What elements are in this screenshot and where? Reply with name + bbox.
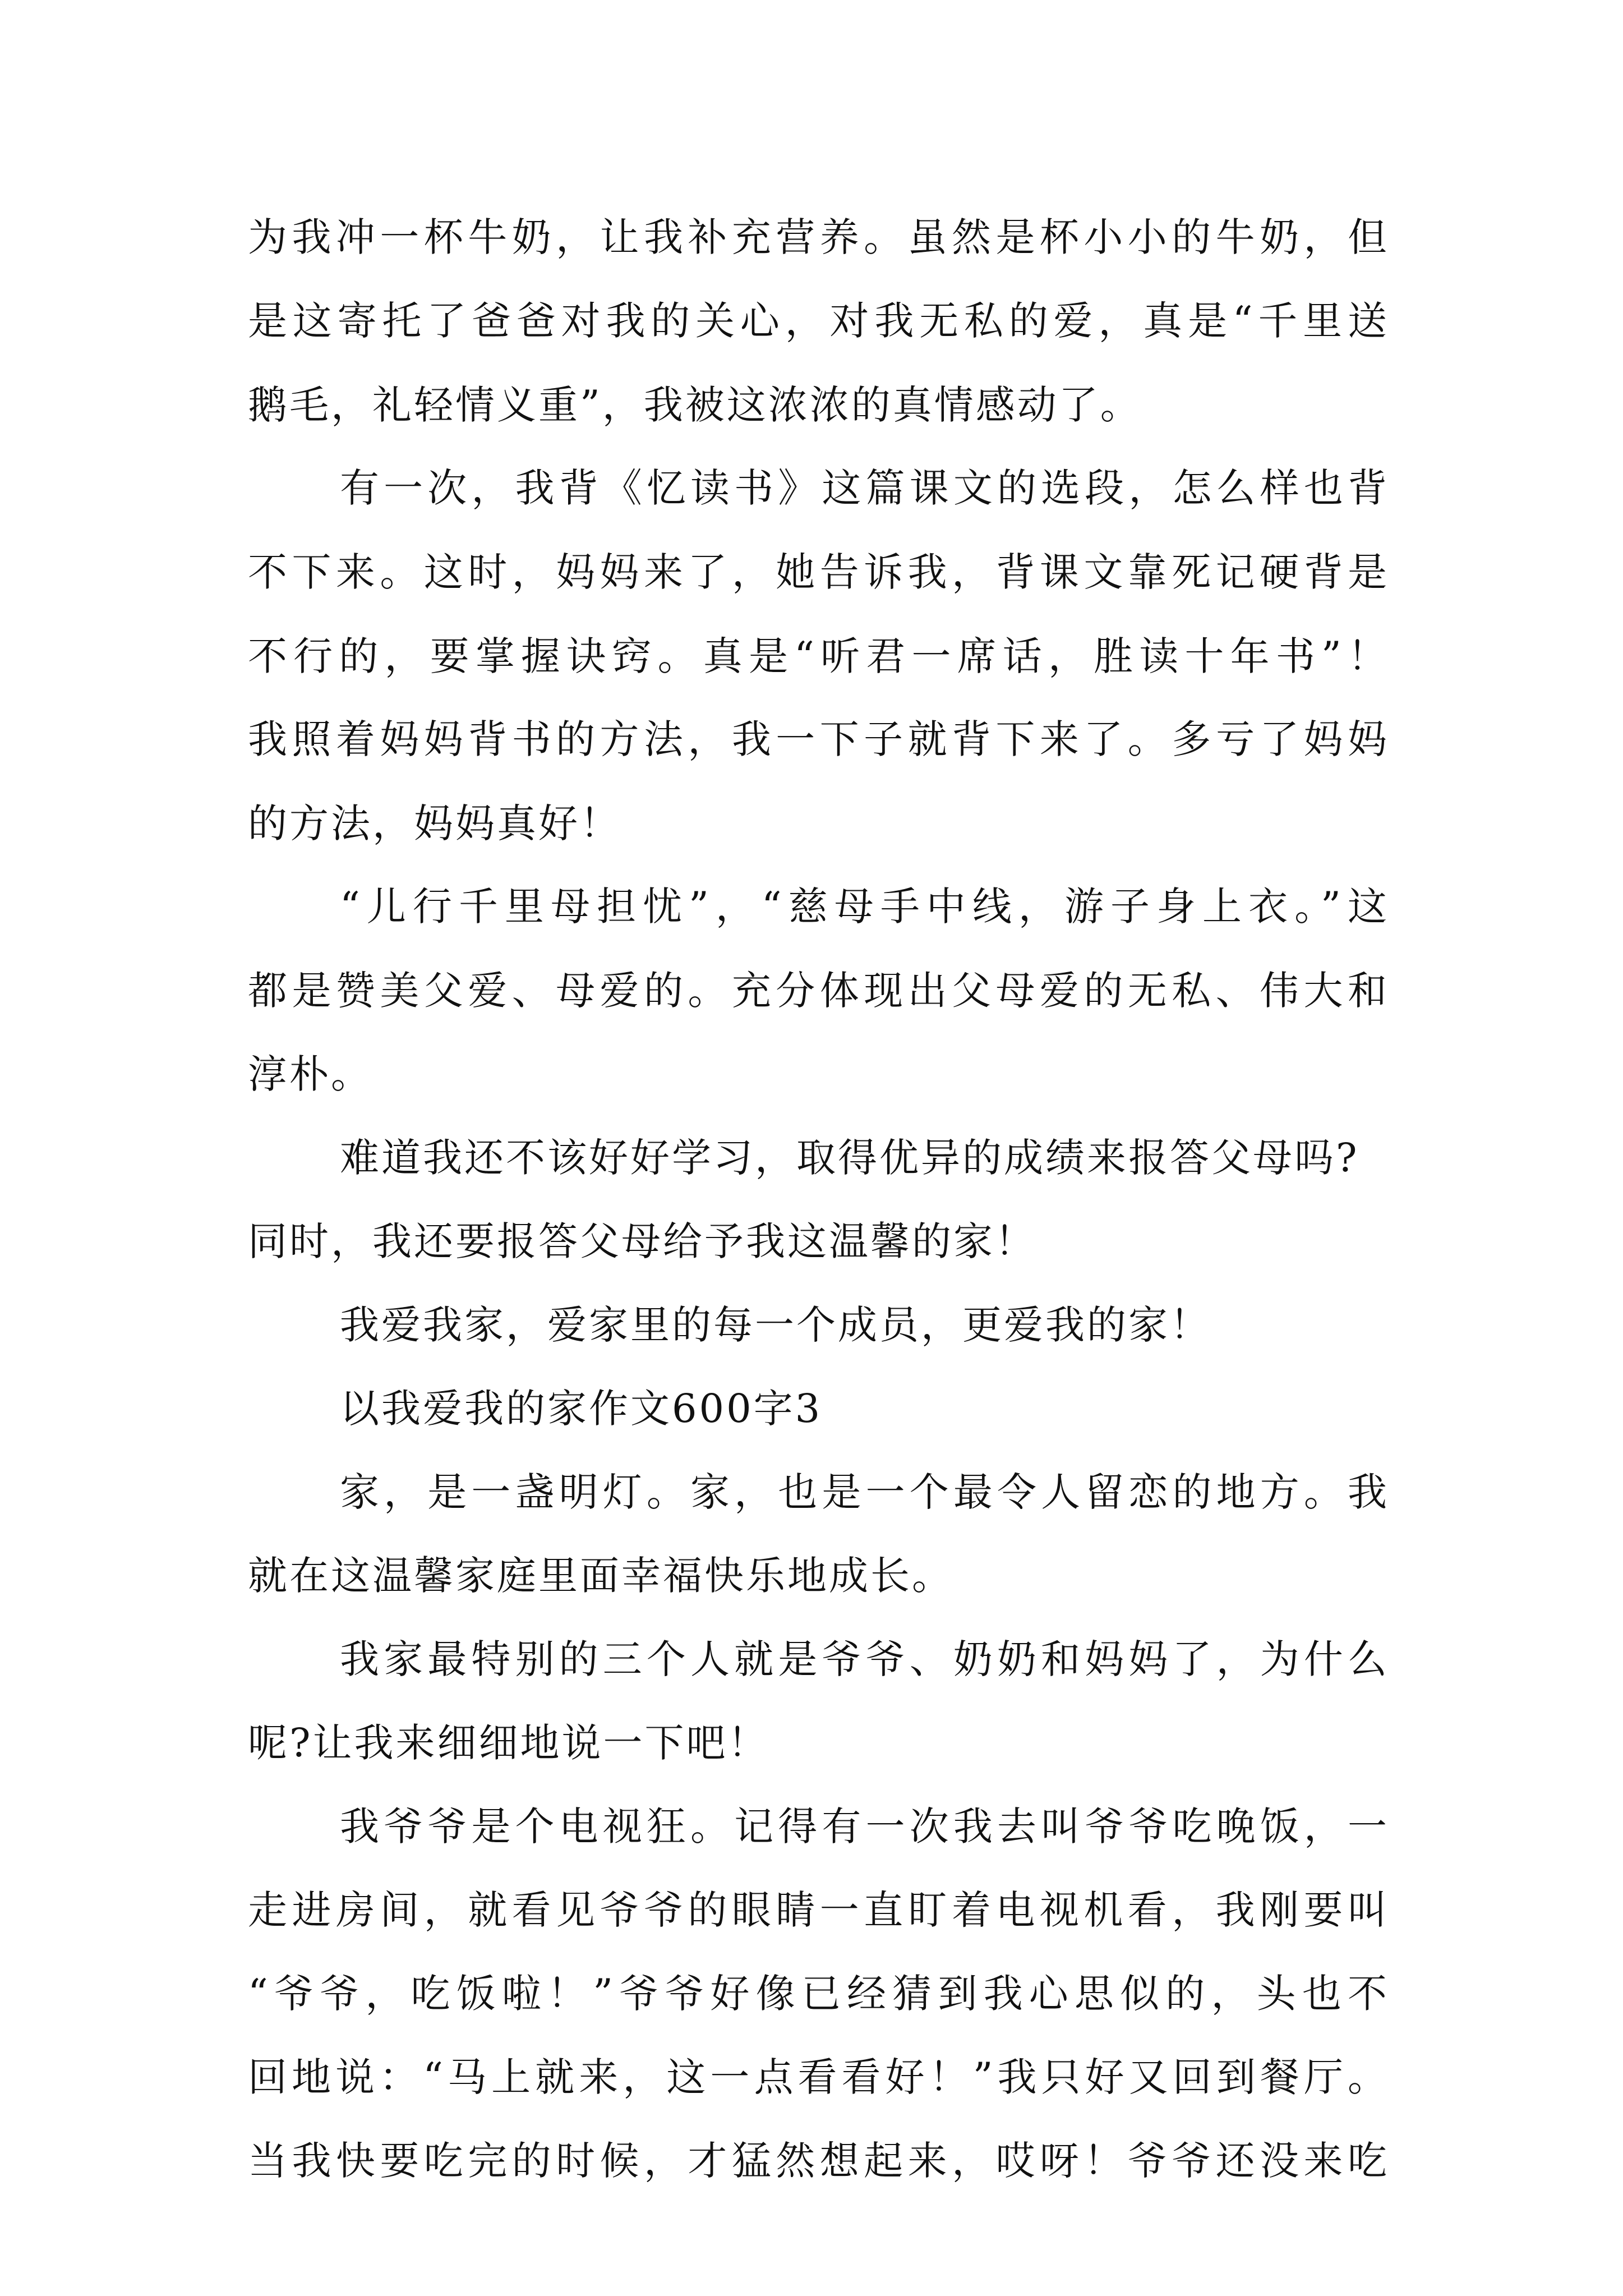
- text-line: 不下来。这时，妈妈来了，她告诉我，背课文靠死记硬背是: [248, 549, 1389, 595]
- text-line: 走进房间，就看见爷爷的眼睛一直盯着电视机看，我刚要叫: [248, 1887, 1389, 1933]
- text-line: 就在这温馨家庭里面幸福快乐地成长。: [248, 1553, 953, 1599]
- paragraph-start-line: 有一次，我背《忆读书》这篇课文的选段，怎么样也背: [340, 465, 1389, 511]
- text-line: 同时，我还要报答父母给予我这温馨的家！: [248, 1218, 1036, 1264]
- paragraph-start-line: 难道我还不该好好学习，取得优异的成绩来报答父母吗?: [340, 1135, 1359, 1181]
- text-line: 鹅毛，礼轻情义重”，我被这浓浓的真情感动了。: [248, 382, 1142, 428]
- text-line: 的方法，妈妈真好！: [248, 800, 621, 846]
- text-line: “爷爷，吃饭啦！”爷爷好像已经猜到我心思似的，头也不: [248, 1971, 1389, 2017]
- section-heading: 以我爱我的家作文600字3: [340, 1386, 823, 1432]
- paragraph-start-line: 我爱我家，爱家里的每一个成员，更爱我的家！: [340, 1302, 1211, 1348]
- paragraph-start-line: “儿行千里母担忧”，“慈母手中线，游子身上衣。”这: [340, 884, 1389, 930]
- text-line: 不行的，要掌握诀窍。真是“听君一席话，胜读十年书”！: [248, 633, 1389, 679]
- text-line: 是这寄托了爸爸对我的关心，对我无私的爱，真是“千里送: [248, 298, 1389, 344]
- text-line: 淳朴。: [248, 1051, 372, 1097]
- paragraph-start-line: 我爷爷是个电视狂。记得有一次我去叫爷爷吃晚饭，一: [340, 1803, 1389, 1849]
- text-line: 回地说：“马上就来，这一点看看好！”我只好又回到餐厅。: [248, 2054, 1389, 2100]
- paragraph-start-line: 我家最特别的三个人就是爷爷、奶奶和妈妈了，为什么: [340, 1636, 1389, 1682]
- text-line: 呢?让我来细细地说一下吧！: [248, 1720, 769, 1766]
- text-line: 我照着妈妈背书的方法，我一下子就背下来了。多亏了妈妈: [248, 716, 1389, 762]
- text-line: 当我快要吃完的时候，才猛然想起来，哎呀！爷爷还没来吃: [248, 2138, 1389, 2184]
- text-line: 都是赞美父爱、母爱的。充分体现出父母爱的无私、伟大和: [248, 968, 1389, 1014]
- text-line: 为我冲一杯牛奶，让我补充营养。虽然是杯小小的牛奶，但: [248, 214, 1389, 260]
- paragraph-start-line: 家，是一盏明灯。家，也是一个最令人留恋的地方。我: [340, 1469, 1389, 1515]
